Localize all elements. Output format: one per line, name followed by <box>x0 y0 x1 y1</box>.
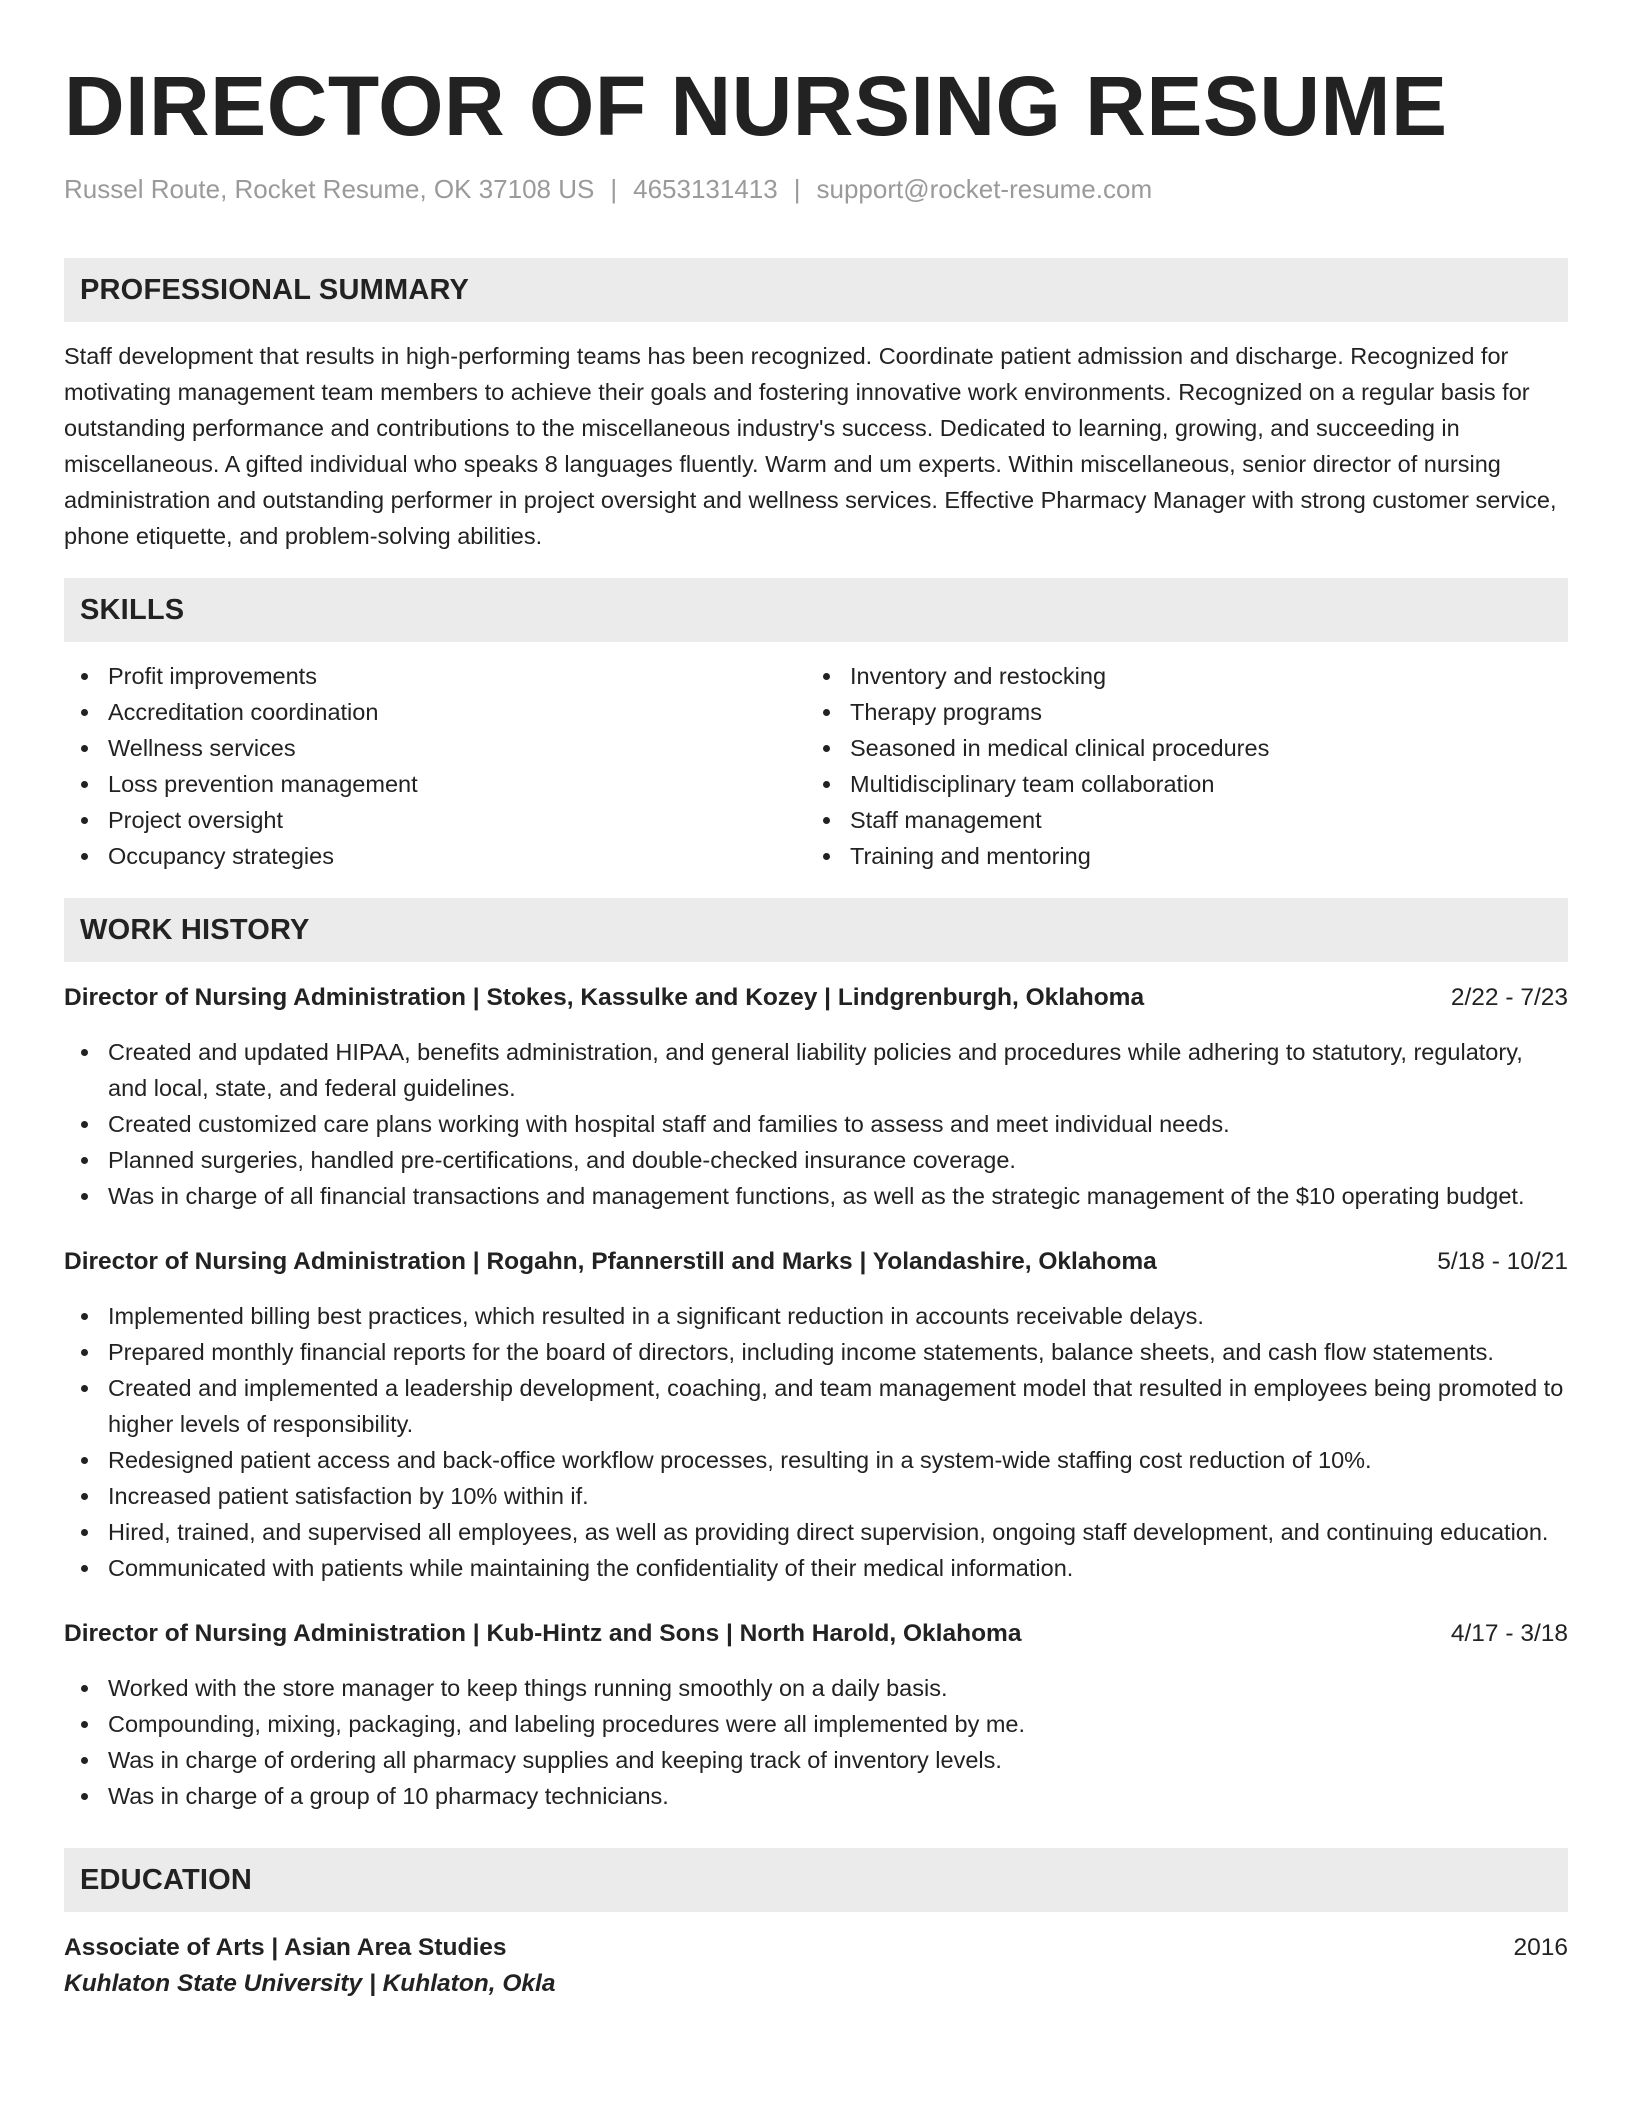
job-bullets <box>64 1670 1568 1814</box>
education-school: Kuhlaton State University | Kuhlaton, Okla <box>64 1970 556 1997</box>
job-bullet: Created customized care plans working with hospital staff and families to assess and meet individual needs. <box>64 1106 1568 1142</box>
skill-item: Project oversight <box>64 802 806 838</box>
work-history-heading: WORK HISTORY <box>64 898 1568 962</box>
contact-line <box>64 172 1568 206</box>
skills-grid <box>64 658 1568 874</box>
job-bullet: Was in charge of a group of 10 pharmacy technicians. <box>64 1778 1568 1814</box>
job-bullet: Increased patient satisfaction by 10% within if. <box>64 1478 1568 1514</box>
skill-item: Wellness services <box>64 730 806 766</box>
skill-item: Accreditation coordination <box>64 694 806 730</box>
job-bullets <box>64 1034 1568 1214</box>
job-bullets <box>64 1298 1568 1586</box>
job-title: Director of Nursing Administration | Kub-Hintz and Sons | North Harold, Oklahoma <box>64 1620 1022 1647</box>
job-bullet: Communicated with patients while maintaining the confidentiality of their medical information. <box>64 1550 1568 1586</box>
education-header <box>64 1930 1568 1966</box>
job-bullet: Was in charge of all financial transactions and management functions, as well as the strategic management of the $10 operating budget. <box>64 1178 1568 1214</box>
job-header <box>64 1616 1568 1652</box>
contact-email: support@rocket-resume.com <box>816 174 1153 204</box>
skill-item: Loss prevention management <box>64 766 806 802</box>
resume-page <box>64 0 1568 2112</box>
job-dates: 4/17 - 3/18 <box>1450 1620 1568 1647</box>
job-bullet: Created and implemented a leadership development, coaching, and team management model that resulted in employees being promoted to higher levels of responsibility. <box>64 1370 1568 1442</box>
contact-address: Russel Route, Rocket Resume, OK 37108 US <box>64 174 595 204</box>
job-bullet: Implemented billing best practices, which resulted in a significant reduction in accounts receivable delays. <box>64 1298 1568 1334</box>
job-bullet: Hired, trained, and supervised all employees, as well as providing direct supervision, ongoing staff development, and continuing education. <box>64 1514 1568 1550</box>
job-title: Director of Nursing Administration | Rogahn, Pfannerstill and Marks | Yolandashire, Oklahoma <box>64 1248 1157 1275</box>
skill-item: Multidisciplinary team collaboration <box>806 766 1548 802</box>
contact-separator: | <box>793 174 801 204</box>
summary-heading: PROFESSIONAL SUMMARY <box>64 258 1568 322</box>
job-entry <box>64 980 1568 1214</box>
skill-item: Staff management <box>806 802 1548 838</box>
job-bullet: Redesigned patient access and back-office workflow processes, resulting in a system-wide staffing cost reduction of 10%. <box>64 1442 1568 1478</box>
job-bullet: Planned surgeries, handled pre-certifications, and double-checked insurance coverage. <box>64 1142 1568 1178</box>
skill-item: Profit improvements <box>64 658 806 694</box>
skill-item: Occupancy strategies <box>64 838 806 874</box>
skills-right-column <box>806 658 1548 874</box>
job-dates: 2/22 - 7/23 <box>1450 984 1568 1011</box>
job-header <box>64 1244 1568 1280</box>
resume-title: DIRECTOR OF NURSING RESUME <box>64 59 1448 153</box>
job-header <box>64 980 1568 1016</box>
education-heading: EDUCATION <box>64 1848 1568 1912</box>
contact-separator: | <box>610 174 618 204</box>
job-title: Director of Nursing Administration | Stokes, Kassulke and Kozey | Lindgrenburgh, Oklahoma <box>64 984 1145 1011</box>
skill-item: Seasoned in medical clinical procedures <box>806 730 1548 766</box>
job-bullet: Created and updated HIPAA, benefits administration, and general liability policies and procedures while adhering to statutory, regulatory, and local, state, and federal guidelines. <box>64 1034 1568 1106</box>
skill-item: Inventory and restocking <box>806 658 1548 694</box>
job-entry <box>64 1616 1568 1814</box>
job-bullet: Was in charge of ordering all pharmacy supplies and keeping track of inventory levels. <box>64 1742 1568 1778</box>
job-bullet: Worked with the store manager to keep things running smoothly on a daily basis. <box>64 1670 1568 1706</box>
education-year: 2016 <box>1513 1934 1568 1961</box>
job-dates: 5/18 - 10/21 <box>1437 1248 1568 1275</box>
skill-item: Therapy programs <box>806 694 1548 730</box>
skill-item: Training and mentoring <box>806 838 1548 874</box>
job-bullet: Compounding, mixing, packaging, and labeling procedures were all implemented by me. <box>64 1706 1568 1742</box>
skills-heading: SKILLS <box>64 578 1568 642</box>
contact-phone: 4653131413 <box>633 174 778 204</box>
summary-text: Staff development that results in high-performing teams has been recognized. Coordinate patient admission and discharge. Recognized for motivating management team members to achieve their goals and fostering innovative work environments. Recognized on a regular basis for outstanding performance and contributions to the miscellaneous industry's success. Dedicated to learning, growing, and succeeding in miscellaneous. A gifted individual who speaks 8 languages fluently. Warm and um experts. Within miscellaneous, senior director of nursing administration and outstanding performer in project oversight and wellness services. Effective Pharmacy Manager with strong customer service, phone etiquette, and problem-solving abilities. <box>64 343 1557 549</box>
job-bullet: Prepared monthly financial reports for the board of directors, including income statements, balance sheets, and cash flow statements. <box>64 1334 1568 1370</box>
job-entry <box>64 1244 1568 1586</box>
education-degree: Associate of Arts | Asian Area Studies <box>64 1934 507 1961</box>
skills-left-column <box>64 658 806 874</box>
